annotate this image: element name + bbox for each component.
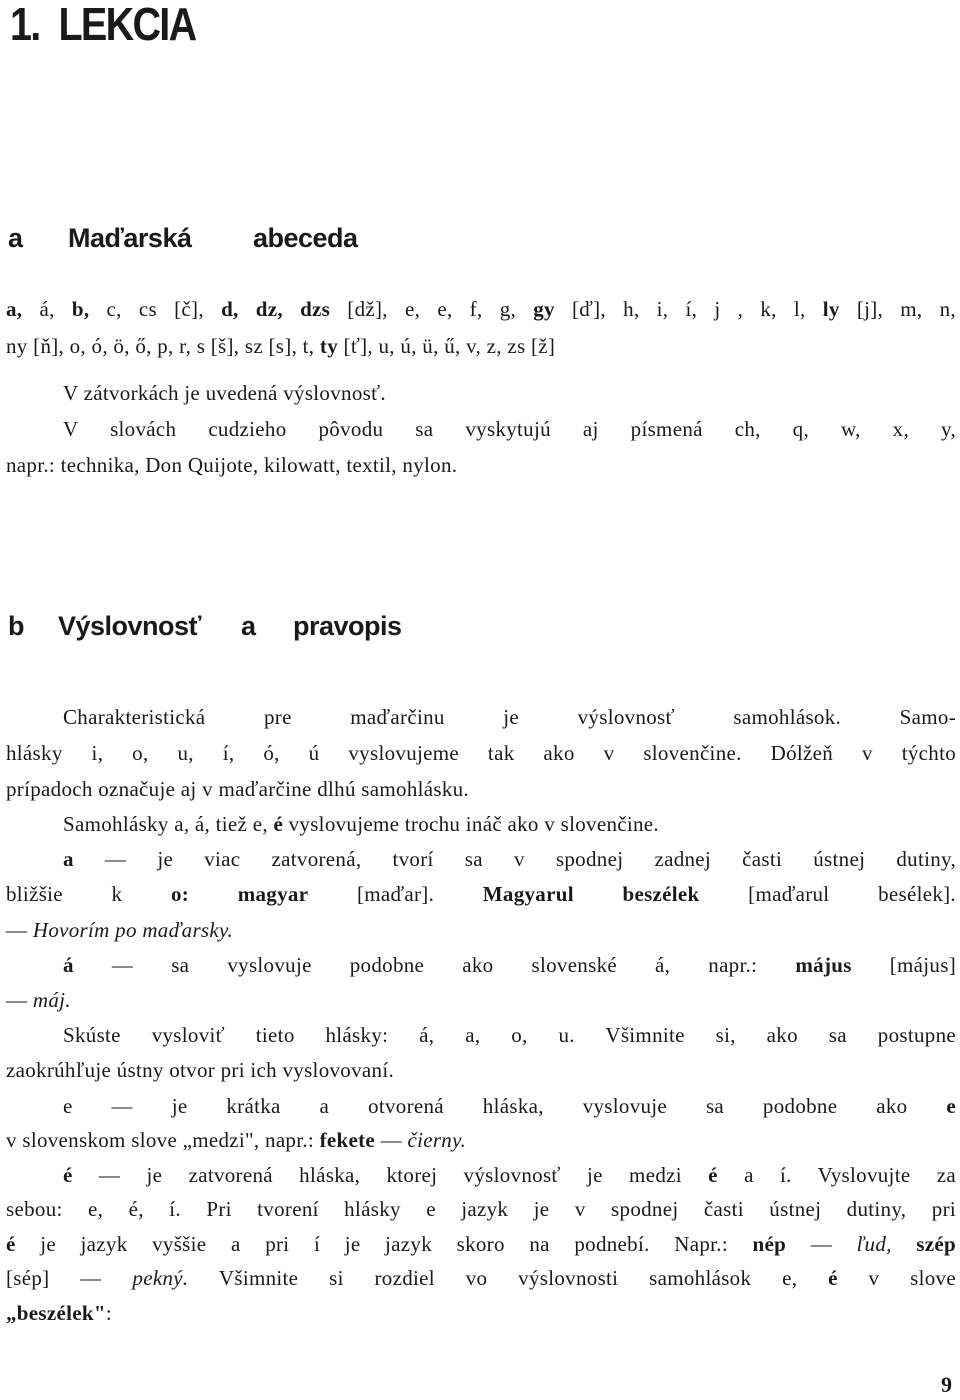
section-word: Výslovnosť <box>58 611 201 641</box>
page-number: 9 <box>941 1372 952 1397</box>
section-word: abeceda <box>253 223 358 253</box>
body-line: Samohlásky a, á, tiež e, é vyslovujeme trochu ináč ako v slovenčine. <box>63 812 659 836</box>
body-line: é — je zatvorená hláska, ktorej výslovnosť je medzi é a í. Vyslovujte za <box>63 1163 956 1187</box>
intro-line: napr.: technika, Don Quijote, kilowatt, textil, nylon. <box>6 453 458 477</box>
body-line: Skúste vysloviť tieto hlásky: á, a, o, u. Všimnite si, ako sa postupne <box>63 1023 956 1047</box>
lesson-number: 1. <box>10 0 40 50</box>
body-line: — Hovorím po maďarsky. <box>6 918 234 942</box>
intro-line: V slovách cudzieho pôvodu sa vyskytujú aj písmená ch, q, w, x, y, <box>63 417 956 441</box>
section-word: a <box>241 611 256 641</box>
body-line: é je jazyk vyššie a pri í je jazyk skoro na podnebí. Napr.: nép — ľud, szép <box>6 1232 956 1256</box>
body-line: hlásky i, o, u, í, ó, ú vyslovujeme tak ako v slovenčine. Dólžeň v týchto <box>6 741 956 765</box>
intro-line: V zátvorkách je uvedená výslovnosť. <box>63 381 386 405</box>
section-letter: a <box>8 223 23 253</box>
body-line: [sép] — pekný. Všimnite si rozdiel vo výslovnosti samohlások e, é v slove <box>6 1266 956 1290</box>
body-line: a — je viac zatvorená, tvorí sa v spodnej zadnej časti ústnej dutiny, <box>63 847 956 871</box>
lesson-title-text: LEKCIA <box>58 0 196 50</box>
section-letter: b <box>8 611 24 641</box>
body-line: — máj. <box>6 988 71 1012</box>
body-line: e — je krátka a otvorená hláska, vyslovuje sa podobne ako e <box>63 1094 956 1118</box>
section-word: Maďarská <box>68 223 192 253</box>
body-line: prípadoch označuje aj v maďarčine dlhú samohlásku. <box>6 777 470 801</box>
body-line: sebou: e, é, í. Pri tvorení hlásky e jazyk je v spodnej časti ústnej dutiny, pri <box>6 1197 956 1221</box>
alphabet-line-1: a, á, b, c, cs [č], d, dz, dzs [dž], e, e, f, g, gy [ď], h, i, í, j , k, l, ly [j], m, n, <box>6 297 956 321</box>
body-line: zaokrúhľuje ústny otvor pri ich vyslovovaní. <box>6 1058 395 1082</box>
section-word: pravopis <box>293 611 402 641</box>
body-line: „beszélek": <box>6 1301 112 1325</box>
alphabet-line-2: ny [ň], o, ó, ö, ő, p, r, s [š], sz [s], t, ty [ť], u, ú, ü, ű, v, z, zs [ž] <box>6 334 556 358</box>
lesson-title <box>10 0 195 48</box>
body-line: á — sa vyslovuje podobne ako slovenské á, napr.: május [május] <box>63 953 956 977</box>
section-a-heading <box>8 222 358 254</box>
body-line: bližšie k o: magyar [maďar]. Magyarul beszélek [maďarul besélek]. <box>6 882 956 906</box>
body-line: v slovenskom slove „medzi", napr.: fekete — čierny. <box>6 1128 467 1152</box>
body-line: Charakteristická pre maďarčinu je výslovnosť samohlások. Samo- <box>63 705 956 729</box>
section-b-heading <box>8 610 402 642</box>
